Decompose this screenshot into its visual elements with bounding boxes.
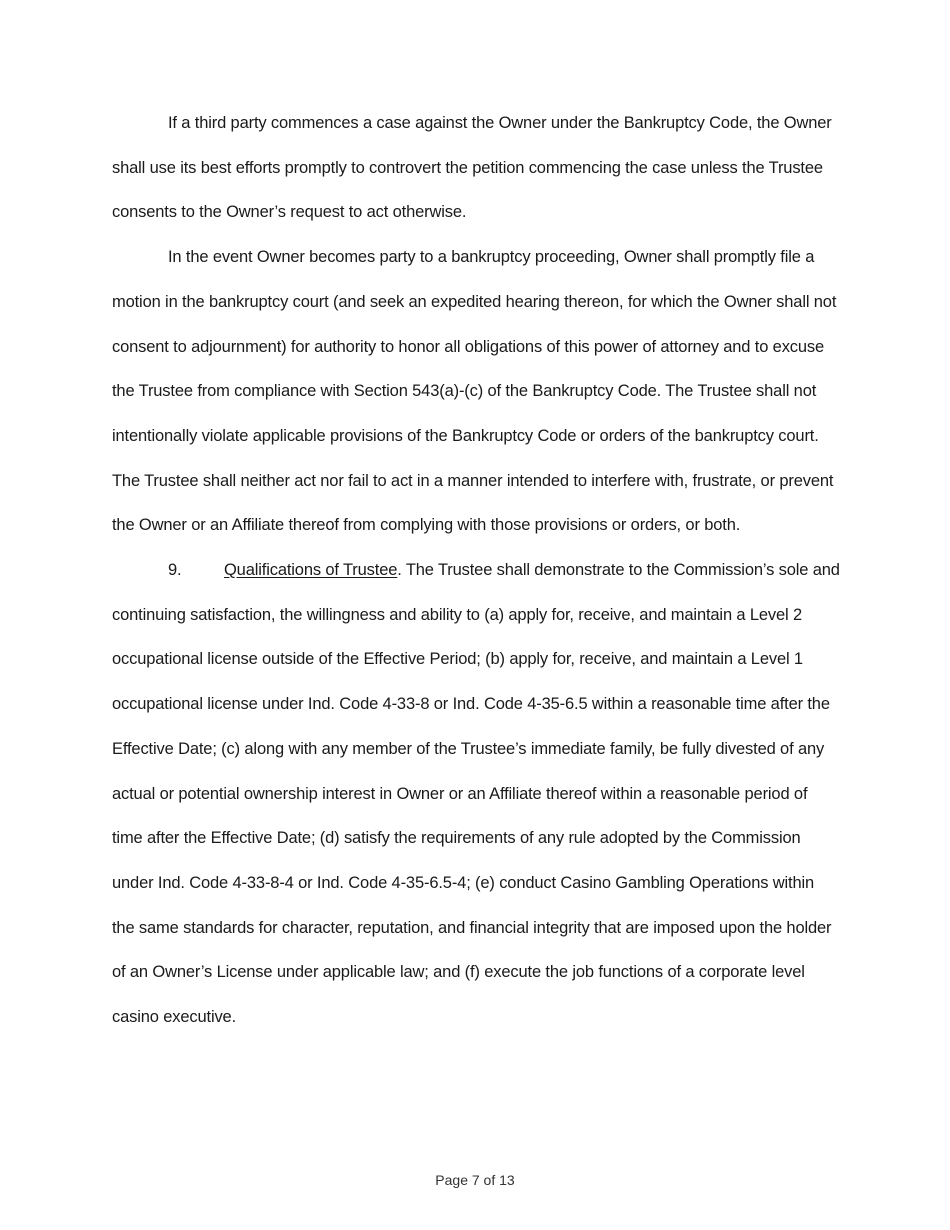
page-number-footer: Page 7 of 13 [435, 1172, 515, 1188]
section-heading-punct: . [397, 561, 402, 580]
paragraph-bankruptcy-proceeding: In the event Owner becomes party to a bankruptcy proceeding, Owner shall promptly file a motion in the bankruptcy court (and seek an expedited hearing thereon, for which the Owner shall not consent to adjournment) for authority to honor all obligations of this power of attorney and to excuse the Trustee from compliance with Section 543(a)-(c) of the Bankruptcy Code. The Trustee shall not intentionally violate applicable provisions of the Bankruptcy Code or orders of the bankruptcy court. The Trustee shall neither act nor fail to act in a manner intended to interfere with, frustrate, or prevent the Owner or an Affiliate thereof from complying with those provisions or orders, or both. [112, 248, 837, 535]
paragraph-third-party-case: If a third party commences a case against the Owner under the Bankruptcy Code, the Owner shall use its best efforts promptly to controvert the petition commencing the case unless the Trustee consents to the Owner’s request to act otherwise. [112, 114, 832, 222]
document-body [112, 101, 840, 1040]
section-heading: Qualifications of Trustee [224, 561, 398, 580]
section-body-text: The Trustee shall demonstrate to the Commission’s sole and continuing satisfaction, the willingness and ability to (a) apply for, receive, and maintain a Level 2 occupational license outside of the Effective Period; (b) apply for, receive, and maintain a Level 1 occupational license under Ind. Code 4-33-8 or Ind. Code 4-35-6.5 within a reasonable time after the Effective Date; (c) along with any member of the Trustee’s immediate family, be fully divested of any actual or potential ownership interest in Owner or an Affiliate thereof within a reasonable period of time after the Effective Date; (d) satisfy the requirements of any rule adopted by the Commission under Ind. Code 4-33-8-4 or Ind. Code 4-35-6.5-4; (e) conduct Casino Gambling Operations within the same standards for character, reputation, and financial integrity that are imposed upon the holder of an Owner’s License under applicable law; and (f) execute the job functions of a corporate level casino executive. [112, 561, 840, 1027]
section-number: 9. [168, 561, 182, 580]
section-9-paragraph [112, 548, 840, 1040]
